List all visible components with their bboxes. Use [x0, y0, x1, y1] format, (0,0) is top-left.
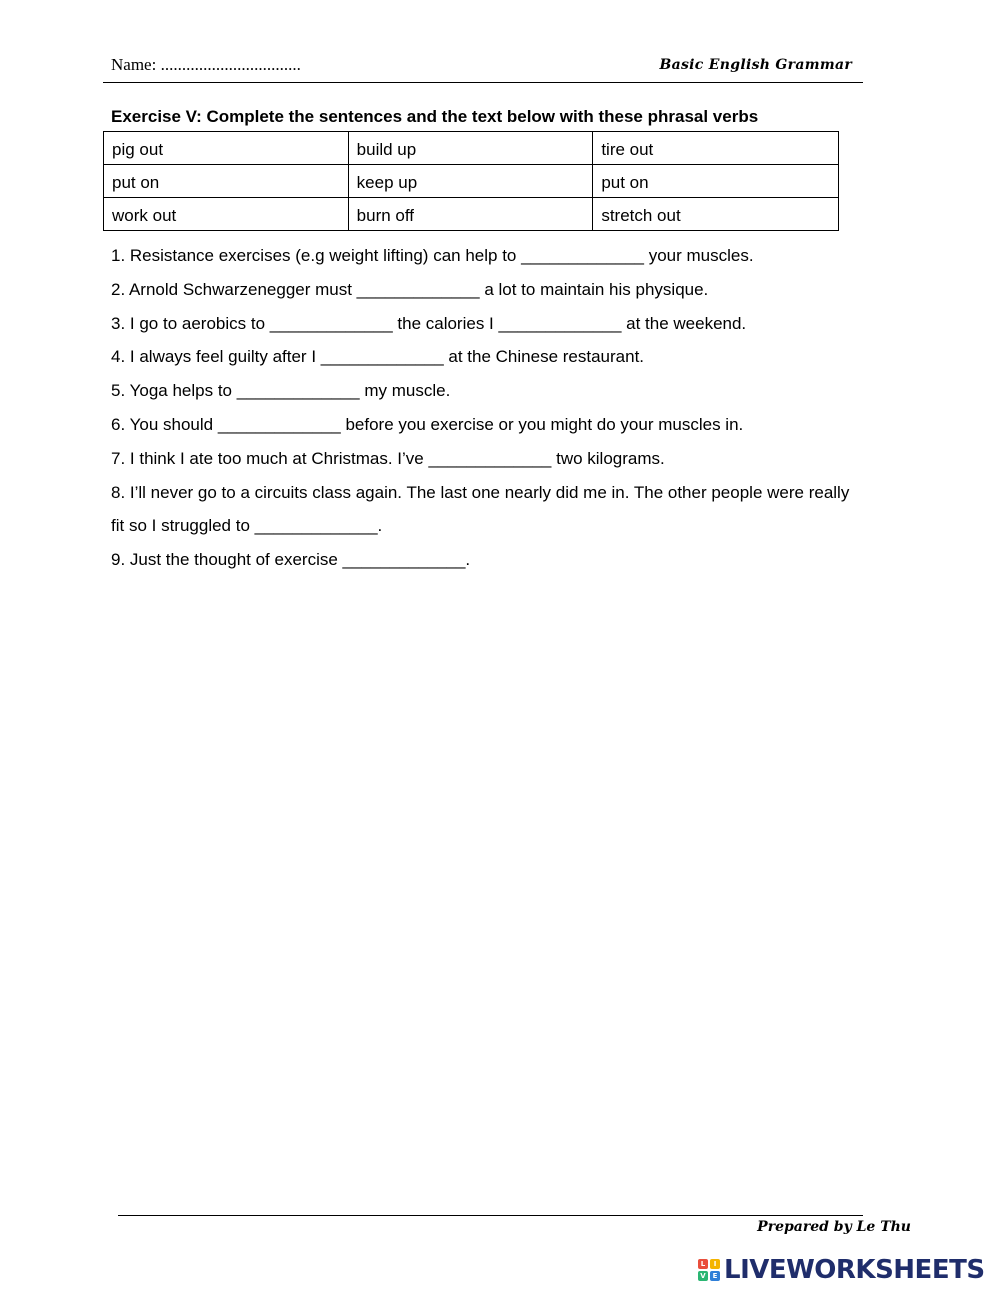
table-row [104, 132, 839, 165]
logo-tile: V [698, 1271, 708, 1281]
sentence-1: 1. Resistance exercises (e.g weight lifting) can help to _____________ your muscles. [111, 246, 754, 265]
header-title: Basic English Grammar [659, 57, 852, 73]
brand-wordmark: LIVEWORKSHEETS [724, 1255, 985, 1285]
sentence-5: 5. Yoga helps to _____________ my muscle. [111, 381, 451, 401]
header-divider [103, 82, 863, 83]
name-field-label: Name: ................................. [111, 55, 301, 74]
sentence-2: 2. Arnold Schwarzenegger must _____________ a lot to maintain his physique. [111, 279, 709, 299]
table-cell: put on [593, 165, 839, 198]
table-cell: stretch out [593, 198, 839, 231]
exercise-title: Exercise V: Complete the sentences and the text below with these phrasal verbs [111, 107, 759, 126]
table-row [104, 165, 839, 198]
sentence-3: 3. I go to aerobics to _____________ the calories I _____________ at the weekend. [111, 313, 747, 333]
sentence-9: 9. Just the thought of exercise _____________. [111, 550, 471, 570]
sentence-8-line-1: 8. I’ll never go to a circuits class again. The last one nearly did me in. The other people were really [111, 482, 850, 502]
table-cell: keep up [348, 165, 593, 198]
sentence-8-line-2: fit so I struggled to _____________. [111, 516, 383, 536]
table-row [104, 198, 839, 231]
table-cell: put on [104, 165, 349, 198]
table-cell: work out [104, 198, 349, 231]
table-cell: build up [348, 132, 593, 165]
liveworksheets-brand [698, 1255, 985, 1285]
sentence-7: 7. I think I ate too much at Christmas. I’ve _____________ two kilograms. [111, 448, 665, 468]
table-cell: pig out [104, 132, 349, 165]
logo-tile: E [710, 1271, 720, 1281]
logo-tile: I [710, 1259, 720, 1269]
phrasal-verbs-table [103, 131, 839, 231]
liveworksheets-logo-icon [698, 1259, 720, 1281]
footer-credit: Prepared by Le Thu [757, 1219, 911, 1235]
footer-divider [118, 1215, 863, 1216]
sentence-list [111, 242, 921, 580]
table-cell: tire out [593, 132, 839, 165]
logo-tile: L [698, 1259, 708, 1269]
table-cell: burn off [348, 198, 593, 231]
sentence-4: 4. I always feel guilty after I _____________ at the Chinese restaurant. [111, 347, 645, 367]
sentence-6: 6. You should _____________ before you exercise or you might do your muscles in. [111, 414, 744, 434]
